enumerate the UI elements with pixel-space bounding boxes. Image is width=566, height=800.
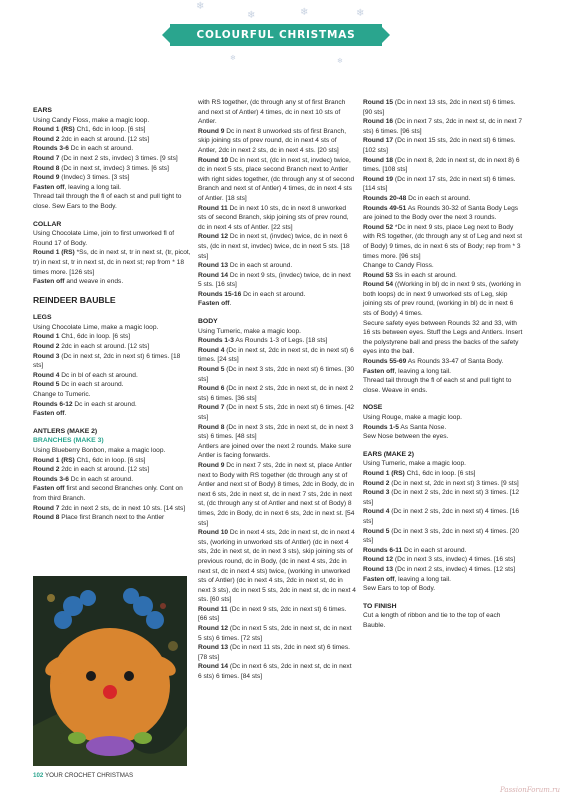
round-instruction: [33, 371, 191, 381]
instruction-text: Using Chocolate Lime, join to first unworked fl of Round 17 of Body.: [33, 230, 175, 247]
round-instruction: [33, 475, 191, 485]
instruction-text: Using Rouge, make a magic loop.: [363, 414, 462, 421]
round-label: Round 14: [198, 663, 229, 671]
round-label: Round 2: [33, 466, 60, 474]
round-label: Round 1: [33, 333, 60, 341]
snowflake-icon: ❄: [196, 1, 205, 12]
round-label: Round 8: [33, 514, 60, 522]
instruction-text: Using Tumeric, make a magic loop.: [198, 327, 301, 335]
round-instruction: [363, 194, 523, 204]
round-instruction: [33, 513, 191, 523]
round-text: .: [64, 410, 67, 418]
column-middle: [198, 98, 356, 682]
round-text: .: [229, 300, 232, 308]
round-label: Round 19: [363, 175, 394, 183]
round-label: Rounds 20-48: [363, 194, 407, 202]
magazine-name: YOUR CROCHET CHRISTMAS: [44, 772, 134, 779]
round-instruction: [198, 299, 356, 309]
round-text: ((Working in bl) dc in next 9 sts, (working in both loops) dc in next 9 unworked sts of Leg, skip joining sts of prev round, (working in bl) dc in next 6 sts of Body) 4 times.: [363, 281, 521, 318]
round-text: , leaving a long tail.: [394, 367, 451, 375]
round-instruction: [33, 504, 191, 514]
round-instruction: [363, 136, 523, 155]
round-instruction: [198, 643, 356, 662]
round-instruction: [198, 261, 356, 271]
round-label: Rounds 15-16: [198, 290, 242, 298]
round-instruction: [198, 461, 356, 528]
round-instruction: [363, 469, 523, 479]
round-text: As Rounds 33-47 of Santa Body.: [406, 358, 504, 366]
round-label: Round 5: [33, 381, 60, 389]
round-instruction: [33, 135, 191, 145]
round-text: (Dc in next 5 sts, 2dc in next st, dc in next 5 sts) 6 times. [72 sts]: [198, 625, 352, 642]
round-label: Rounds 1-5: [363, 423, 399, 431]
round-instruction: [198, 662, 356, 681]
round-instruction: [363, 527, 523, 546]
instruction-text: with RS together, (dc through any st of first Branch and next st of Antler) 4 times, dc in next 10 sts of Antler.: [198, 99, 346, 126]
round-instruction: [33, 465, 191, 475]
round-instruction: [363, 565, 523, 575]
round-text: (Dc in next st, invdec) 3 times. [6 sts]: [59, 164, 169, 172]
round-instruction: [198, 232, 356, 261]
round-label: Rounds 6-11: [363, 546, 403, 554]
instruction-text: Sew Ears to top of Body.: [363, 585, 436, 593]
round-text: (Dc in next 15 sts, 2dc in next st) 6 times. [102 sts]: [363, 137, 516, 154]
round-text: Dc in each st around.: [68, 145, 134, 153]
page-number: 102: [33, 772, 44, 779]
round-label: Round 9: [33, 174, 60, 182]
round-text: (Dc in next 2 sts, invdec) 3 times. [9 sts]: [59, 154, 178, 162]
round-text: first and second Branches only. Cont on from third Branch.: [33, 485, 183, 502]
round-label: Round 1 (RS): [363, 469, 405, 477]
header-banner: [0, 0, 566, 78]
round-text: (Dc in next 13 sts, 2dc in next st) 6 times. [90 sts]: [363, 99, 516, 116]
round-text: Dc in each st around.: [402, 546, 467, 554]
instruction-text: Thread tail through the fl of each st and pull tight to close. Weave in ends.: [363, 377, 512, 394]
round-label: Round 12: [363, 556, 394, 564]
round-label: Round 17: [363, 137, 394, 145]
round-label: Round 6: [198, 385, 225, 393]
round-text: Dc in each st around.: [68, 475, 134, 483]
round-instruction: [363, 357, 523, 367]
round-instruction: [33, 332, 191, 342]
reindeer-photo-icon: [33, 576, 187, 766]
round-label: Round 3: [33, 352, 60, 360]
round-label: Round 5: [363, 527, 390, 535]
round-instruction: [33, 456, 191, 466]
round-text: Ch1, 6dc in loop. [6 sts]: [59, 333, 131, 341]
round-label: Fasten off: [363, 575, 395, 583]
round-instruction: [33, 380, 191, 390]
round-instruction: [363, 423, 523, 433]
instruction-text: Using Tumeric, make a magic loop.: [363, 460, 466, 468]
instruction-text: Using Chocolate Lime, make a magic loop.: [33, 323, 159, 331]
round-text: Dc in bl of each st around.: [59, 371, 138, 379]
round-label: Round 11: [198, 605, 228, 613]
round-label: Rounds 1-3: [198, 337, 234, 345]
round-label: Fasten off: [33, 485, 65, 493]
round-label: Round 53: [363, 271, 394, 279]
round-label: Round 2: [33, 343, 60, 351]
round-instruction: [363, 98, 523, 117]
round-text: (Dc in next 17 sts, 2dc in next st) 6 times. [114 sts]: [363, 175, 516, 193]
instruction-text: Antlers are joined over the next 2 rounds. Make sure Antler is facing forwards.: [198, 442, 352, 460]
round-label: Round 4: [363, 508, 390, 516]
round-text: (Dc in next 3 sts, 2dc in next st) 6 times. [30 sts]: [198, 366, 355, 383]
section-heading: LEGS: [33, 314, 52, 322]
round-text: Dc in next 10 sts, dc in next 8 unworked sts of second Branch, skip joining sts of prev round, dc in next 4 sts of Antler. [22 sts]: [198, 204, 349, 231]
round-label: Round 1 (RS): [33, 249, 75, 257]
section-heading: COLLAR: [33, 220, 62, 228]
round-text: Dc in next 7 sts, 2dc in next st, place Antler next to Body with RS together (dc through any st of Antler and next st of Body) 8 times, 2dc in Body, dc in next 6 sts, 2dc in next st, dc in next 7 sts, 2dc in next st, (dc through any st of Antler and next st of Body) 8 times, 2dc in Body, dc in next 6 sts, 2dc in next st. [54 sts]: [198, 461, 355, 527]
snowflake-icon: ❄: [247, 10, 256, 21]
round-label: Round 2: [33, 135, 60, 143]
round-label: Round 8: [198, 423, 225, 431]
round-label: Round 52: [363, 223, 394, 231]
round-label: Fasten off: [363, 367, 395, 375]
round-instruction: [198, 624, 356, 643]
round-instruction: [198, 204, 356, 233]
reindeer-bauble-photo: [33, 576, 187, 766]
round-text: (Dc in next 3 sts, invdec) 4 times. [16 sts]: [393, 556, 516, 564]
section-heading: EARS: [33, 107, 52, 114]
round-text: *Dc in next 9 sts, place Leg next to Body with RS together, (dc through any st of Leg and next st of Body) 9 times, dc in next 6 sts of Body; rep from * 3 times more. [96 sts]: [363, 223, 523, 260]
round-instruction: [363, 223, 523, 261]
round-label: Round 54: [363, 281, 394, 289]
round-label: Rounds 6-12: [33, 400, 73, 408]
round-label: Round 11: [198, 204, 228, 212]
round-text: Dc in next st, (invdec) twice, dc in next 6 sts, (dc in next st, invdec) twice, dc in next 5 sts. [18 sts]: [198, 233, 350, 260]
round-label: Round 12: [198, 233, 229, 241]
round-label: Fasten off: [198, 300, 230, 308]
round-instruction: [363, 575, 523, 585]
round-text: Place first Branch next to the Antler: [59, 514, 165, 522]
round-text: (Dc in next 2 sts, 2dc in next st, dc in next 2 sts) 6 times. [36 sts]: [198, 385, 354, 402]
round-instruction: [363, 271, 523, 281]
round-instruction: [33, 173, 191, 183]
round-instruction: [33, 409, 191, 419]
section-heading: EARS (MAKE 2): [363, 450, 414, 458]
round-label: Round 3: [363, 489, 390, 497]
page-footer: [33, 772, 133, 779]
round-instruction: [33, 484, 191, 503]
round-text: 2dc in next 2 sts, dc in next 10 sts. [14 sts]: [59, 504, 186, 512]
round-instruction: [198, 156, 356, 204]
round-text: *Ss, dc in next st, tr in next st, (tr, picot, tr) in next st, tr in next st, dc in next st; rep from * 18 times more. [126 sts]: [33, 249, 191, 276]
round-label: Round 8: [33, 164, 60, 172]
round-text: (Dc in next 3 sts, 2dc in next st, dc in next 3 sts) 6 times. [48 sts]: [198, 423, 354, 441]
round-instruction: [33, 342, 191, 352]
round-text: As Rounds 1-3 of Legs. [18 sts]: [233, 337, 328, 345]
round-text: 2dc in each st around. [12 sts]: [59, 466, 150, 474]
round-text: (Dc in next st, 2dc in next st) 3 times. [9 sts]: [389, 479, 519, 487]
instruction-text: Cut a length of ribbon and tie to the top of each Bauble.: [363, 612, 501, 629]
round-text: (Dc in next st, 2dc in next st) 6 times. [18 sts]: [33, 352, 181, 370]
round-label: Rounds 3-6: [33, 145, 69, 153]
round-text: Dc in next 9 sts, (invdec) twice, dc in next 5 sts. [16 sts]: [198, 271, 351, 289]
round-instruction: [198, 384, 356, 403]
sub-heading: BRANCHES (MAKE 3): [33, 437, 104, 445]
round-instruction: [198, 403, 356, 422]
round-text: (Dc in next 5 sts, 2dc in next st) 6 times. [42 sts]: [198, 404, 355, 421]
round-text: Ss in each st around.: [393, 271, 457, 279]
snowflake-icon: ❄: [356, 8, 365, 19]
round-label: Round 7: [33, 154, 60, 162]
round-label: Round 7: [198, 404, 225, 412]
round-label: Round 13: [198, 644, 229, 652]
round-text: (Dc in next 2 sts, 2dc in next st) 4 times. [16 sts]: [363, 508, 520, 525]
round-text: Ch1, 6dc in loop. [6 sts]: [404, 469, 476, 477]
round-text: (Dc in next 3 sts, 2dc in next st) 4 times. [20 sts]: [363, 527, 520, 545]
section-heading: NOSE: [363, 404, 383, 412]
round-text: Dc in each st around.: [59, 381, 124, 389]
round-instruction: [198, 365, 356, 384]
round-instruction: [33, 277, 191, 287]
round-label: Round 12: [198, 625, 229, 633]
round-label: Round 9: [198, 127, 225, 135]
instruction-text: Change to Candy Floss.: [363, 262, 434, 270]
round-instruction: [33, 400, 191, 410]
round-instruction: [33, 164, 191, 174]
round-text: Ch1, 6dc in loop. [6 sts]: [74, 126, 146, 134]
round-text: and weave in ends.: [64, 278, 124, 286]
round-text: (Dc in next 6 sts, 2dc in next st, dc in next 6 sts) 6 times. [84 sts]: [198, 663, 352, 681]
round-text: (Dc in next 8, 2dc in next st, dc in next 8) 6 times. [108 sts]: [363, 156, 520, 174]
round-label: Round 5: [198, 366, 225, 374]
column-right: [363, 98, 523, 630]
round-text: Dc in each st around.: [228, 262, 293, 270]
instruction-text: Secure safety eyes between Rounds 32 and 33, with 16 sts between eyes. Stuff the Legs and Antlers. Insert the polystyrene ball and press the backs of the safety eyes into the ball.: [363, 319, 523, 356]
round-text: Dc in next 8 unworked sts of first Branch, skip joining sts of prev round, dc in next 4 sts of Antler, 2dc in next 2 sts, dc in next 4 sts. [20 sts]: [198, 127, 347, 154]
round-label: Round 15: [363, 99, 394, 106]
round-instruction: [198, 336, 356, 346]
round-text: (Dc in next 2 sts, invdec) 4 times. [12 sts]: [393, 565, 516, 573]
round-instruction: [363, 479, 523, 489]
section-heading: BODY: [198, 318, 218, 326]
round-text: (Dc in next 2 sts, 2dc in next st) 3 times. [12 sts]: [363, 489, 520, 506]
round-instruction: [363, 156, 523, 175]
round-text: 2dc in each st around. [12 sts]: [59, 343, 150, 351]
round-instruction: [198, 605, 356, 624]
round-label: Round 1 (RS): [33, 126, 75, 134]
round-label: Round 4: [198, 346, 225, 354]
round-instruction: [363, 175, 523, 194]
section-heading: ANTLERS (MAKE 2): [33, 427, 98, 435]
round-instruction: [198, 290, 356, 300]
round-instruction: [363, 204, 523, 223]
instruction-text: Thread tail through the fl of each st and pull tight to close. Sew Ears to the Body.: [33, 193, 182, 210]
instruction-text: Change to Tumeric.: [33, 391, 91, 399]
round-label: Round 10: [198, 529, 229, 537]
round-instruction: [363, 367, 523, 377]
round-text: 2dc in each st around. [12 sts]: [59, 135, 150, 143]
round-instruction: [33, 144, 191, 154]
round-instruction: [33, 154, 191, 164]
instruction-text: Using Candy Floss, make a magic loop.: [33, 116, 150, 124]
round-text: (Invdec) 3 times. [3 sts]: [59, 174, 130, 182]
round-text: Dc in each st around.: [406, 194, 471, 202]
round-instruction: [363, 117, 523, 136]
round-label: Round 14: [198, 271, 229, 279]
round-label: Round 1 (RS): [33, 456, 75, 464]
round-text: , leaving a long tail.: [64, 183, 121, 191]
round-text: (Dc in next 11 sts, 2dc in next st) 6 times. [78 sts]: [198, 644, 350, 661]
round-label: Round 7: [33, 504, 60, 512]
round-instruction: [363, 546, 523, 556]
round-text: , leaving a long tail.: [394, 575, 451, 583]
round-label: Round 13: [363, 565, 394, 573]
watermark: PassionForum.ru: [500, 786, 560, 794]
round-instruction: [33, 125, 191, 135]
round-text: As Rounds 30-32 of Santa Body Legs are joined to the Body over the next 3 rounds.: [363, 204, 519, 222]
round-text: (Dc in next 7 sts, 2dc in next st, dc in next 7 sts) 6 times. [96 sts]: [363, 118, 523, 135]
snowflake-icon: ❄: [337, 58, 343, 65]
round-text: Dc in each st around.: [72, 400, 137, 408]
round-label: Rounds 55-69: [363, 358, 407, 366]
round-label: Round 18: [363, 156, 394, 164]
column-left: [33, 98, 191, 523]
round-instruction: [363, 507, 523, 526]
round-text: Dc in next st, (dc in next st, invdec) twice, dc in next 5 sts, place second Branch next to Antler with right sides together, (dc through any st of second Branch and next st of Antler) 4 times, dc in next 4 sts of Antler. [18 sts]: [198, 156, 355, 202]
round-label: Round 16: [363, 118, 394, 126]
round-instruction: [33, 352, 191, 371]
round-instruction: [198, 423, 356, 442]
round-label: Round 4: [33, 371, 60, 379]
section-heading: TO FINISH: [363, 602, 397, 610]
round-instruction: [198, 271, 356, 290]
instruction-text: Sew Nose between the eyes.: [363, 433, 449, 441]
round-label: Round 10: [198, 156, 229, 164]
round-instruction: [198, 127, 356, 156]
instruction-text: Using Blueberry Bonbon, make a magic loop.: [33, 447, 166, 454]
round-label: Round 13: [198, 262, 229, 270]
section-title: COLOURFUL CHRISTMAS COLLECTION: [170, 24, 382, 46]
round-text: Dc in each st around.: [241, 290, 306, 298]
snowflake-icon: ❄: [300, 7, 309, 18]
round-text: Ch1, 6dc in loop. [6 sts]: [74, 456, 146, 464]
round-label: Round 2: [363, 479, 390, 487]
round-text: (Dc in next 9 sts, 2dc in next st) 6 times. [66 sts]: [198, 605, 347, 623]
round-label: Rounds 49-51: [363, 204, 407, 212]
round-label: Fasten off: [33, 410, 65, 418]
snowflake-icon: ❄: [230, 55, 236, 62]
round-instruction: [198, 346, 356, 365]
round-label: Rounds 3-6: [33, 475, 69, 483]
pattern-title: REINDEER BAUBLE: [33, 294, 116, 305]
round-instruction: [33, 248, 191, 277]
round-label: Fasten off: [33, 278, 65, 286]
round-label: Fasten off: [33, 183, 65, 191]
round-instruction: [363, 555, 523, 565]
round-text: Dc in next 4 sts, 2dc in next st, dc in next 4 sts, (working in unworked sts of Antler) (dc in next 4 sts, 2dc in next st, dc in next 3 sts), skip joining sts of previous round, dc in Body, (dc in next 4 sts, 2dc in next st, dc in next 4 sts) twice, (working in unworked sts of Antler) (dc in next 4 sts, 2dc in next st, dc in next 3 sts), dc in next 5 sts, 2dc in next st, dc in next 4 sts. [60 sts]: [198, 529, 356, 604]
round-instruction: [363, 280, 523, 318]
round-instruction: [33, 183, 191, 193]
round-label: Round 9: [198, 461, 225, 469]
round-text: As Santa Nose.: [398, 423, 447, 431]
round-instruction: [363, 488, 523, 507]
round-instruction: [198, 528, 356, 605]
round-text: (Dc in next st, 2dc in next st, dc in next st) 6 times. [24 sts]: [198, 346, 354, 364]
